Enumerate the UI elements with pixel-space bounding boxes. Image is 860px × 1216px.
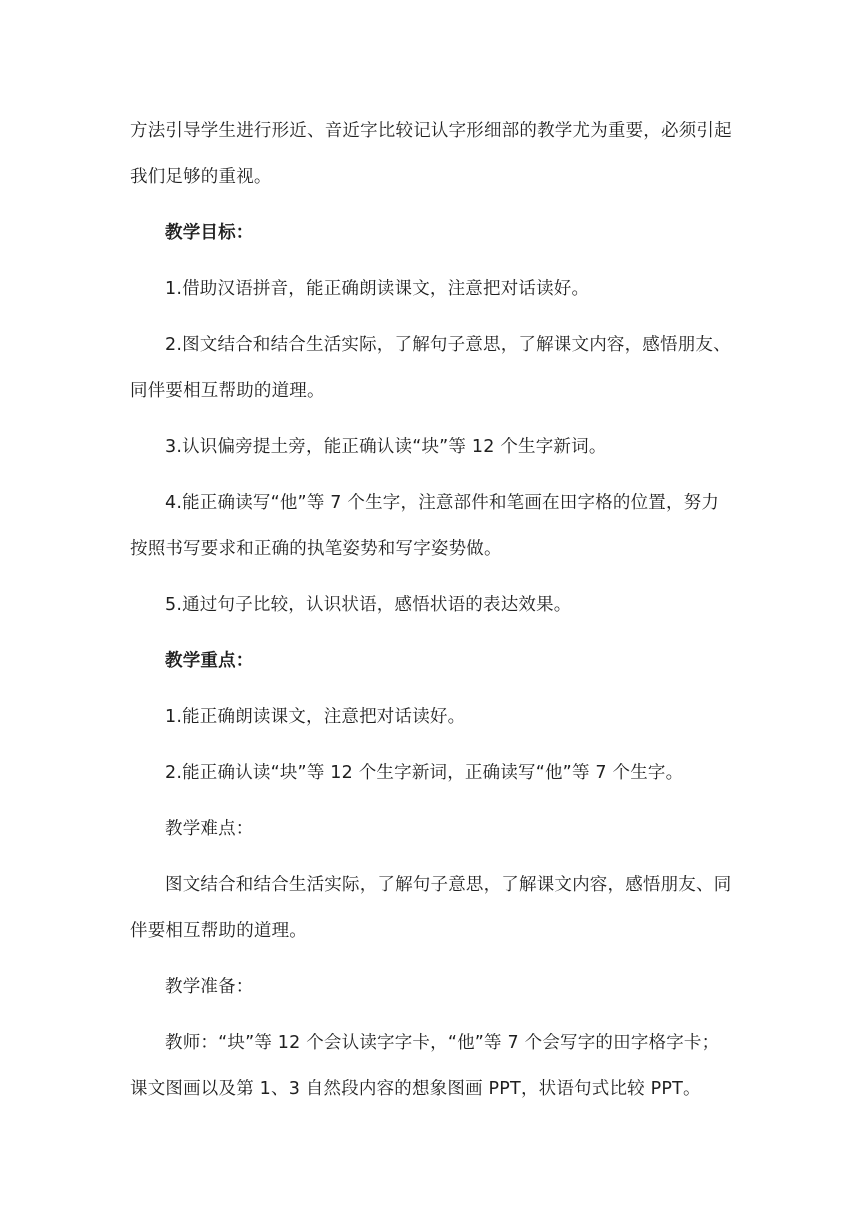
preparation-text: 教师：“块”等 12 个会认读字字卡，“他”等 7 个会写字的田字格字卡；课文图画以及第 1、3 自然段内容的想象图画 PPT，状语句式比较 PPT。: [130, 1033, 720, 1099]
objective-item: 4.能正确读写“他”等 7 个生字，注意部件和笔画在田字格的位置，努力按照书写要求和正确的执笔姿势和写字姿势做。: [130, 493, 720, 559]
difficulties-heading: 教学难点：: [165, 819, 254, 839]
preparation-heading: 教学准备：: [165, 977, 254, 997]
key-point-item: 2.能正确认读“块”等 12 个生字新词，正确读写“他”等 7 个生字。: [165, 763, 684, 783]
key-points-heading: 教学重点：: [165, 651, 254, 671]
intro-paragraph: 方法引导学生进行形近、音近字比较记认字形细部的教学尤为重要，必须引起我们足够的重视。: [130, 121, 732, 187]
key-point-item: 1.能正确朗读课文，注意把对话读好。: [165, 707, 466, 727]
objective-item: 2.图文结合和结合生活实际，了解句子意思，了解课文内容，感悟朋友、同伴要相互帮助的道理。: [130, 335, 731, 401]
objectives-heading: 教学目标：: [165, 223, 254, 243]
objective-item: 5.通过句子比较，认识状语，感悟状语的表达效果。: [165, 595, 572, 615]
objective-item: 3.认识偏旁提土旁，能正确认读“块”等 12 个生字新词。: [165, 437, 607, 457]
document-body: [130, 108, 736, 1112]
difficulties-text: 图文结合和结合生活实际，了解句子意思，了解课文内容，感悟朋友、同伴要相互帮助的道理。: [130, 875, 732, 941]
objective-item: 1.借助汉语拼音，能正确朗读课文，注意把对话读好。: [165, 279, 590, 299]
